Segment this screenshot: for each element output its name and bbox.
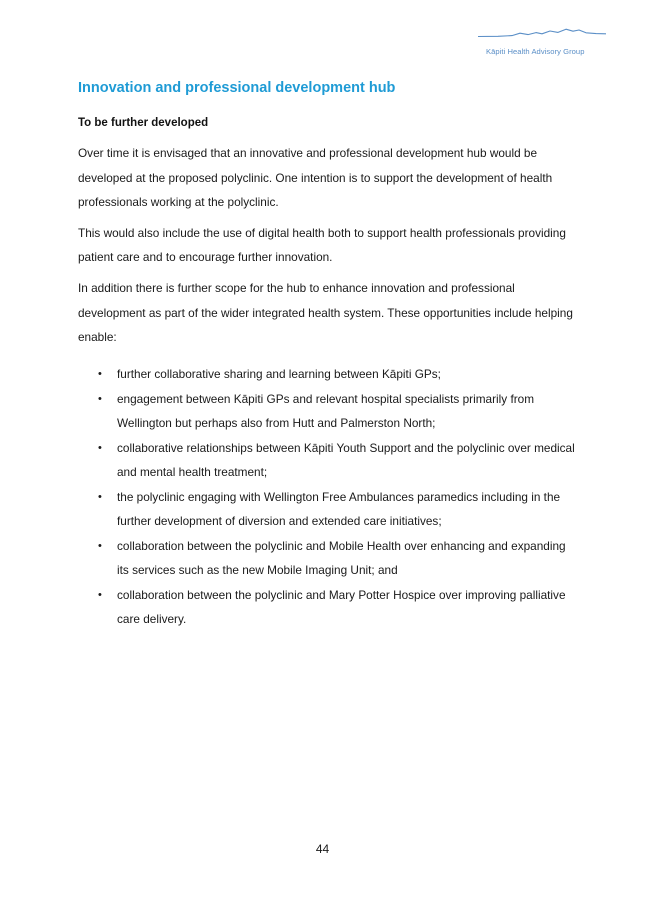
list-item-text: collaborative relationships between Kāpiti Youth Support and the polyclinic over medical and mental health treatment; xyxy=(117,440,575,479)
bullet-icon: • xyxy=(98,490,102,503)
bullet-icon: • xyxy=(98,539,102,552)
section-subheading: To be further developed xyxy=(78,117,209,129)
bullet-icon: • xyxy=(98,392,102,405)
list-item-text: collaboration between the polyclinic and Mobile Health over enhancing and expanding its services such as the new Mobile Imaging Unit; and xyxy=(117,538,566,577)
list-item-text: collaboration between the polyclinic and Mary Potter Hospice over improving palliative care delivery. xyxy=(117,587,566,626)
page-number: 44 xyxy=(315,842,330,856)
list-item-text: further collaborative sharing and learning between Kāpiti GPs; xyxy=(117,366,441,381)
bullet-icon: • xyxy=(98,441,102,454)
logo-text: Kāpiti Health Advisory Group xyxy=(486,47,585,56)
list-item xyxy=(78,436,578,484)
list-item xyxy=(78,583,578,631)
bullet-icon: • xyxy=(98,588,102,601)
list-item xyxy=(78,387,578,435)
list-item xyxy=(78,362,578,386)
page-content xyxy=(78,78,578,632)
opportunities-list xyxy=(78,362,578,631)
header-logo xyxy=(478,24,606,60)
list-item xyxy=(78,534,578,582)
bullet-icon: • xyxy=(98,367,102,380)
list-item-text: engagement between Kāpiti GPs and relevant hospital specialists primarily from Wellington but perhaps also from Hutt and Palmerston North; xyxy=(117,391,535,430)
paragraph-3: In addition there is further scope for the hub to enhance innovation and professional development as part of the wider integrated health system. These opportunities include helping enable: xyxy=(78,280,573,345)
paragraph-1: Over time it is envisaged that an innovative and professional development hub would be developed at the proposed polyclinic. One intention is to support the development of health professionals working at the polyclinic. xyxy=(78,146,553,210)
list-item xyxy=(78,485,578,533)
mountain-range-icon xyxy=(478,24,606,44)
list-item-text: the polyclinic engaging with Wellington Free Ambulances paramedics including in the further development of diversion and extended care initiatives; xyxy=(117,489,561,528)
paragraph-2: This would also include the use of digital health both to support health professionals providing patient care and to encourage further innovation. xyxy=(78,225,566,265)
section-heading: Innovation and professional development hub xyxy=(78,80,396,96)
